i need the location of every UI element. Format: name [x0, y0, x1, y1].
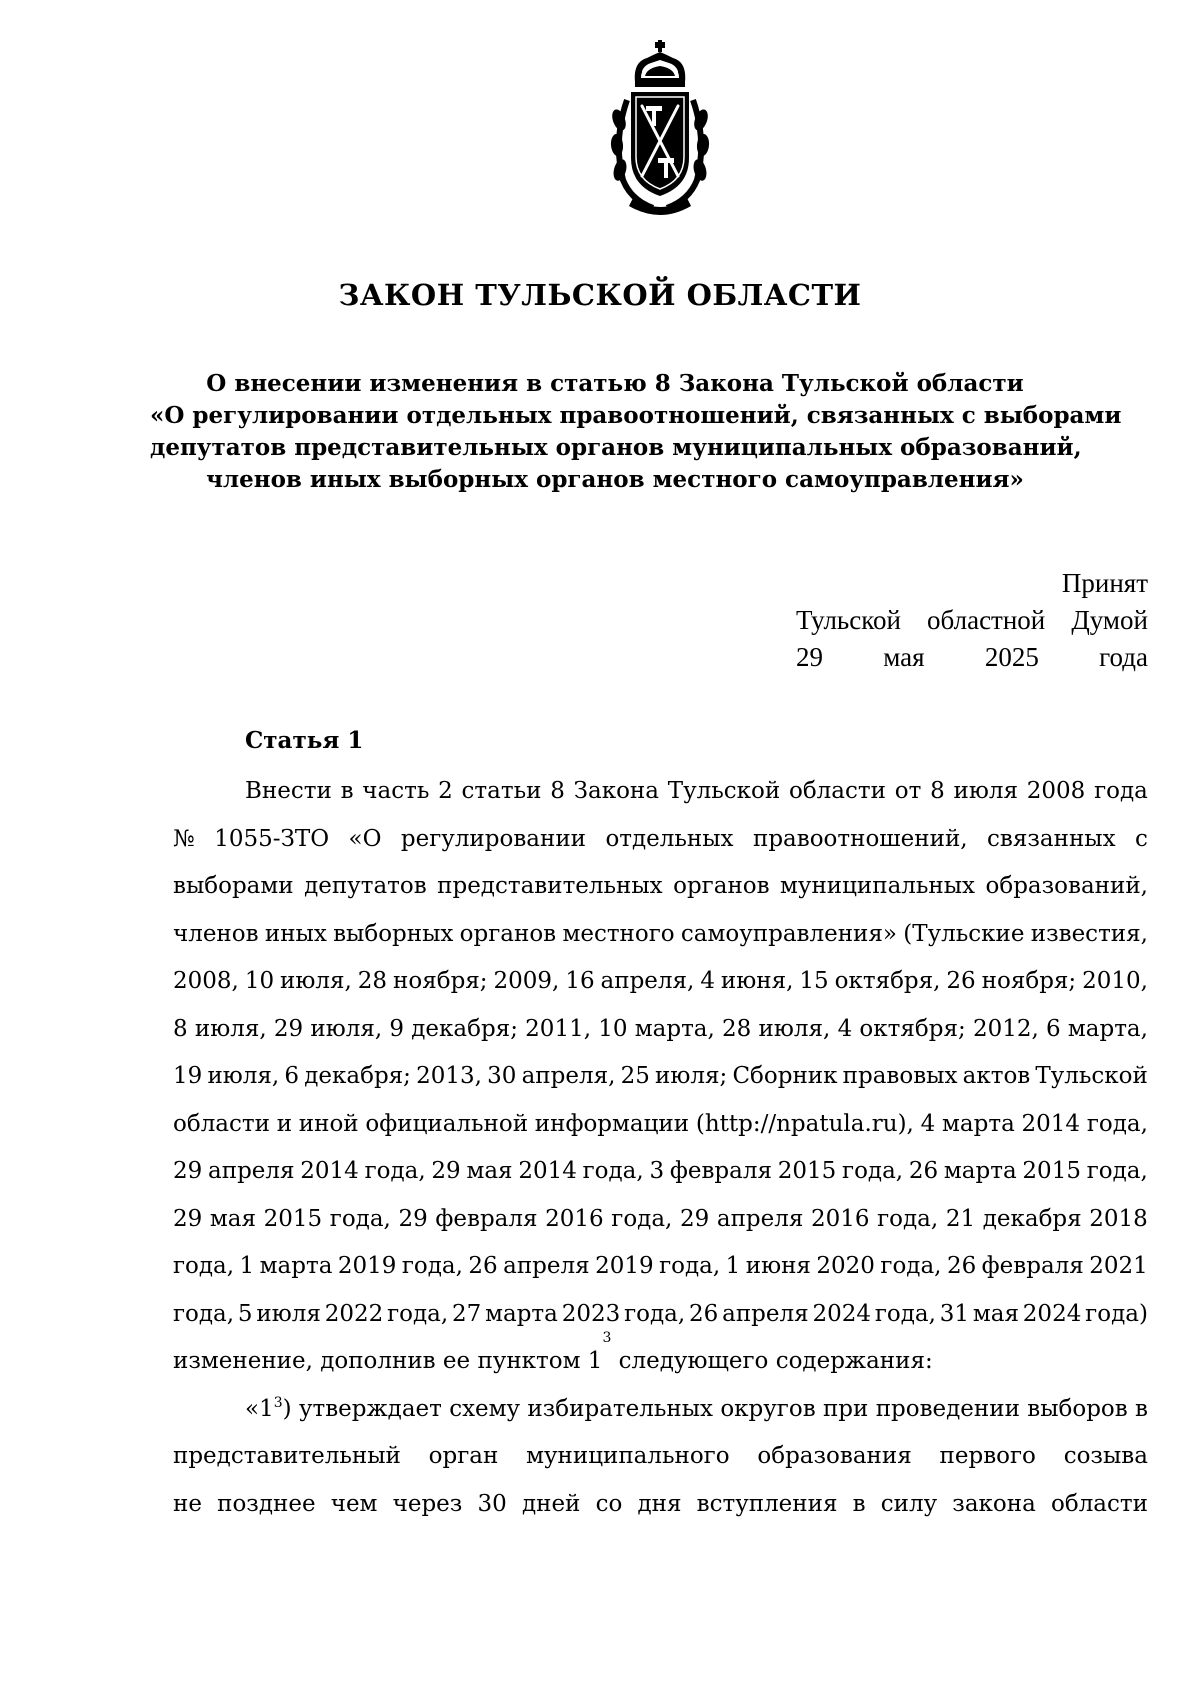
word: года,	[173, 1253, 235, 1279]
word: 10	[244, 968, 275, 994]
word: 2016	[810, 1205, 870, 1232]
word: при	[822, 1395, 869, 1422]
word: 26	[946, 1253, 977, 1279]
adopted-by-word: Думой	[1071, 605, 1148, 635]
subtitle-line: членов иных выборных органов местного самоуправления»	[206, 466, 1024, 493]
word: 4	[920, 1110, 936, 1137]
word: представительный	[173, 1443, 401, 1469]
word: 26	[908, 1158, 939, 1184]
word: органов	[459, 920, 557, 947]
word: иной	[298, 1110, 359, 1137]
text-line	[173, 1196, 1148, 1244]
word: отдельных	[605, 825, 734, 852]
word: муниципального	[526, 1443, 730, 1469]
word: (http://npatula.ru),	[695, 1110, 914, 1137]
law-subtitle	[150, 368, 1122, 496]
word: «О	[348, 825, 382, 852]
word: 2020	[816, 1253, 875, 1279]
word: образования	[757, 1443, 912, 1469]
word: статьи	[461, 778, 542, 804]
subtitle-line: депутатов представительных органов муниципальных образований,	[150, 434, 1082, 461]
word: 31	[939, 1300, 970, 1327]
word: 2024	[812, 1300, 871, 1327]
word: мая	[972, 1300, 1019, 1327]
word: выборов	[1027, 1395, 1128, 1422]
word: июля;	[655, 1063, 728, 1089]
word: 30	[477, 1490, 507, 1517]
word: не	[173, 1490, 202, 1517]
word: 2022	[324, 1300, 384, 1327]
word: февраля	[669, 1158, 772, 1184]
word: 6	[284, 1063, 300, 1089]
word: Закона	[573, 778, 659, 804]
word: в	[340, 778, 354, 804]
word: года,	[877, 1205, 939, 1232]
text-line	[173, 1148, 1148, 1196]
word: вступления	[696, 1490, 838, 1517]
word: ноября;	[981, 968, 1077, 994]
article-body	[173, 768, 1148, 1528]
text-fragment: следующего содержания:	[611, 1348, 933, 1374]
word: 8	[550, 778, 565, 804]
text-fragment: изменение, дополнив ее пунктом 1	[173, 1348, 603, 1374]
text-line	[173, 1243, 1148, 1291]
word: первого	[939, 1443, 1036, 1469]
word: 1	[239, 1253, 255, 1279]
word: апреля	[208, 1158, 295, 1184]
word: 19	[173, 1063, 203, 1089]
word: 25	[620, 1063, 650, 1089]
word: 29	[173, 1205, 203, 1232]
text-line	[173, 1386, 1148, 1434]
word: 2013,	[416, 1063, 482, 1089]
paragraph-1	[173, 768, 1148, 1338]
subtitle-line: «О регулировании отдельных правоотношений, связанных с выборами	[150, 402, 1122, 429]
word: июля,	[280, 968, 352, 994]
word: года,	[1086, 1110, 1148, 1137]
word: регулировании	[400, 825, 586, 852]
word: года,	[611, 1205, 673, 1232]
word: 8	[930, 778, 945, 804]
word: 28	[722, 1015, 752, 1042]
word: дней	[521, 1490, 581, 1517]
word: года,	[842, 1158, 904, 1184]
word: 26	[468, 1253, 498, 1279]
word: июня,	[720, 968, 794, 994]
word: июля	[953, 778, 1018, 804]
date-word: года	[1099, 642, 1148, 672]
word: года,	[329, 1205, 391, 1232]
word: 29	[431, 1158, 461, 1184]
word: утверждает	[298, 1395, 442, 1422]
word: 26	[689, 1300, 719, 1327]
law-title: ЗАКОН ТУЛЬСКОЙ ОБЛАСТИ	[338, 278, 862, 312]
word: апреля	[503, 1253, 590, 1279]
word: апреля	[716, 1205, 804, 1232]
adoption-block	[796, 565, 1148, 676]
word: иных	[264, 920, 327, 947]
word: 2015	[1022, 1158, 1081, 1184]
word: июля,	[310, 1015, 383, 1042]
text-line	[173, 958, 1148, 1006]
word: часть	[362, 778, 430, 804]
adopted-label: Принят	[1061, 568, 1148, 598]
text-line	[173, 1481, 1148, 1529]
word: 8	[173, 1015, 188, 1042]
word: 2008	[1026, 778, 1086, 804]
word: (Тульские	[903, 920, 1025, 947]
word: июля,	[758, 1015, 831, 1042]
word: июля	[256, 1300, 321, 1327]
word: марта	[943, 1158, 1017, 1184]
text-line	[173, 1006, 1148, 1054]
article-heading: Статья 1	[245, 727, 364, 754]
word: 21	[945, 1205, 976, 1232]
word: 3	[649, 1158, 665, 1184]
word: официальной	[365, 1110, 529, 1137]
text-line	[173, 911, 1148, 959]
word: 2014	[518, 1158, 577, 1184]
word: марта	[485, 1300, 558, 1327]
word: 6	[1046, 1015, 1061, 1042]
word: 2024	[1022, 1300, 1082, 1327]
text-line	[173, 1053, 1148, 1101]
word: 2011,	[525, 1015, 592, 1042]
word: года,	[874, 1300, 936, 1327]
word: самоуправления»	[680, 920, 897, 947]
adopted-by-word: Тульской	[796, 605, 901, 635]
word: 29	[273, 1015, 304, 1042]
word: 30	[487, 1063, 517, 1089]
word: года,	[880, 1253, 942, 1279]
word: области	[1051, 1490, 1148, 1517]
word: года	[1094, 778, 1148, 804]
word: области	[788, 778, 886, 804]
word: июля,	[207, 1063, 280, 1089]
word: марта	[259, 1253, 333, 1279]
word: 2015	[777, 1158, 837, 1184]
word: членов	[173, 920, 259, 947]
word: 4	[700, 968, 715, 994]
word: №	[173, 825, 195, 852]
word: года,	[173, 1300, 235, 1327]
word: местного	[562, 920, 675, 947]
word: февраля	[981, 1253, 1084, 1279]
word: 2014	[1021, 1110, 1081, 1137]
word: 16	[565, 968, 595, 994]
word: 29	[173, 1158, 203, 1184]
word: 2012,	[972, 1015, 1039, 1042]
word: и	[276, 1110, 293, 1137]
word: мая	[209, 1205, 257, 1232]
word: 2018	[1089, 1205, 1148, 1232]
text-line	[173, 1433, 1148, 1481]
word: года,	[401, 1253, 463, 1279]
date-day: 29	[796, 642, 823, 672]
word: года,	[582, 1158, 644, 1184]
word: органов	[673, 873, 770, 899]
text-line	[173, 768, 1148, 816]
word: 2019	[337, 1253, 397, 1279]
word: декабря;	[411, 1015, 518, 1042]
word: 2016	[545, 1205, 604, 1232]
word: выборных	[333, 920, 454, 947]
word: правоотношений,	[752, 825, 968, 852]
word: позднее	[217, 1490, 316, 1517]
word: 2	[438, 778, 453, 804]
word: ноября;	[393, 968, 488, 994]
word: известия,	[1030, 920, 1148, 947]
word: 5	[237, 1300, 253, 1327]
adopted-by	[796, 602, 1148, 639]
word: апреля,	[600, 968, 695, 994]
word: февраля	[435, 1205, 538, 1232]
word: июля,	[194, 1015, 267, 1042]
word: созыва	[1063, 1443, 1148, 1469]
word: 29	[679, 1205, 710, 1232]
word: 26	[946, 968, 976, 994]
word: в	[1135, 1395, 1148, 1422]
text-line	[173, 816, 1148, 864]
date-month: мая	[883, 642, 925, 672]
word: года,	[1086, 1158, 1148, 1184]
word: дня	[637, 1490, 682, 1517]
word: Внести	[245, 778, 332, 804]
word: силу	[880, 1490, 938, 1517]
word: Тульской	[667, 778, 781, 804]
word: муниципальных	[780, 873, 976, 899]
word: 2009,	[493, 968, 560, 994]
word: через	[392, 1490, 463, 1517]
word: марта	[942, 1110, 1015, 1137]
text-line	[173, 1330, 1148, 1386]
word: информации	[534, 1110, 690, 1137]
word: области	[173, 1110, 270, 1137]
word: года)	[1085, 1300, 1148, 1327]
word: от	[894, 778, 922, 804]
superscript: 3	[602, 1330, 612, 1346]
word: в	[852, 1490, 866, 1517]
paragraph-2	[173, 1433, 1148, 1528]
word: 2008,	[173, 968, 239, 994]
word: 2019	[595, 1253, 654, 1279]
word: июня	[745, 1253, 811, 1279]
word: выборами	[173, 873, 294, 899]
text-line	[173, 863, 1148, 911]
word: 27	[452, 1300, 482, 1327]
word: 2014	[300, 1158, 359, 1184]
word: Тульской	[1035, 1063, 1148, 1089]
word: 9	[389, 1015, 405, 1042]
word: декабря;	[304, 1063, 411, 1089]
word: чем	[330, 1490, 378, 1517]
word: октября,	[834, 968, 941, 994]
adoption-date	[796, 639, 1148, 676]
word: Сборник	[732, 1063, 838, 1089]
word: проведении	[875, 1395, 1020, 1422]
word: мая	[466, 1158, 513, 1184]
word: округов	[720, 1395, 816, 1422]
word: года,	[364, 1158, 426, 1184]
word: связанных	[987, 825, 1116, 852]
subtitle-line: О внесении изменения в статью 8 Закона Тульской области	[206, 370, 1024, 397]
word: 2015	[263, 1205, 323, 1232]
word: 28	[357, 968, 388, 994]
word: «1	[245, 1395, 274, 1422]
word: с	[1135, 825, 1148, 852]
word: 2010,	[1082, 968, 1148, 994]
word: 29	[398, 1205, 428, 1232]
word: депутатов	[304, 873, 427, 899]
word: правовых	[842, 1063, 958, 1089]
word: схему	[449, 1395, 521, 1422]
word: 2023	[561, 1300, 621, 1327]
word: орган	[428, 1443, 499, 1469]
word: избирательных	[527, 1395, 713, 1422]
word: марта,	[634, 1015, 715, 1042]
word-group	[245, 1386, 292, 1434]
word: 1055-ЗТО	[214, 825, 330, 852]
text-line	[173, 1101, 1148, 1149]
word: апреля,	[521, 1063, 616, 1089]
word: )	[282, 1395, 292, 1422]
word: закона	[952, 1490, 1036, 1517]
word: со	[595, 1490, 623, 1517]
superscript: 3	[273, 1394, 283, 1411]
text-line	[173, 1291, 1148, 1339]
word: 4	[837, 1015, 853, 1042]
word: апреля	[722, 1300, 809, 1327]
word: представительных	[437, 873, 663, 899]
word: марта,	[1067, 1015, 1148, 1042]
word: года,	[387, 1300, 449, 1327]
word: 1	[725, 1253, 741, 1279]
adopted-by-word: областной	[927, 605, 1046, 635]
word: актов	[962, 1063, 1031, 1089]
word: 10	[598, 1015, 628, 1042]
coat-of-arms-icon	[605, 40, 715, 215]
word: 15	[799, 968, 829, 994]
word: года,	[659, 1253, 721, 1279]
word: года,	[624, 1300, 686, 1327]
word: 2021	[1089, 1253, 1148, 1279]
word: октября;	[859, 1015, 966, 1042]
word: декабря	[982, 1205, 1082, 1232]
date-year: 2025	[984, 642, 1039, 672]
word: образований,	[985, 873, 1148, 899]
